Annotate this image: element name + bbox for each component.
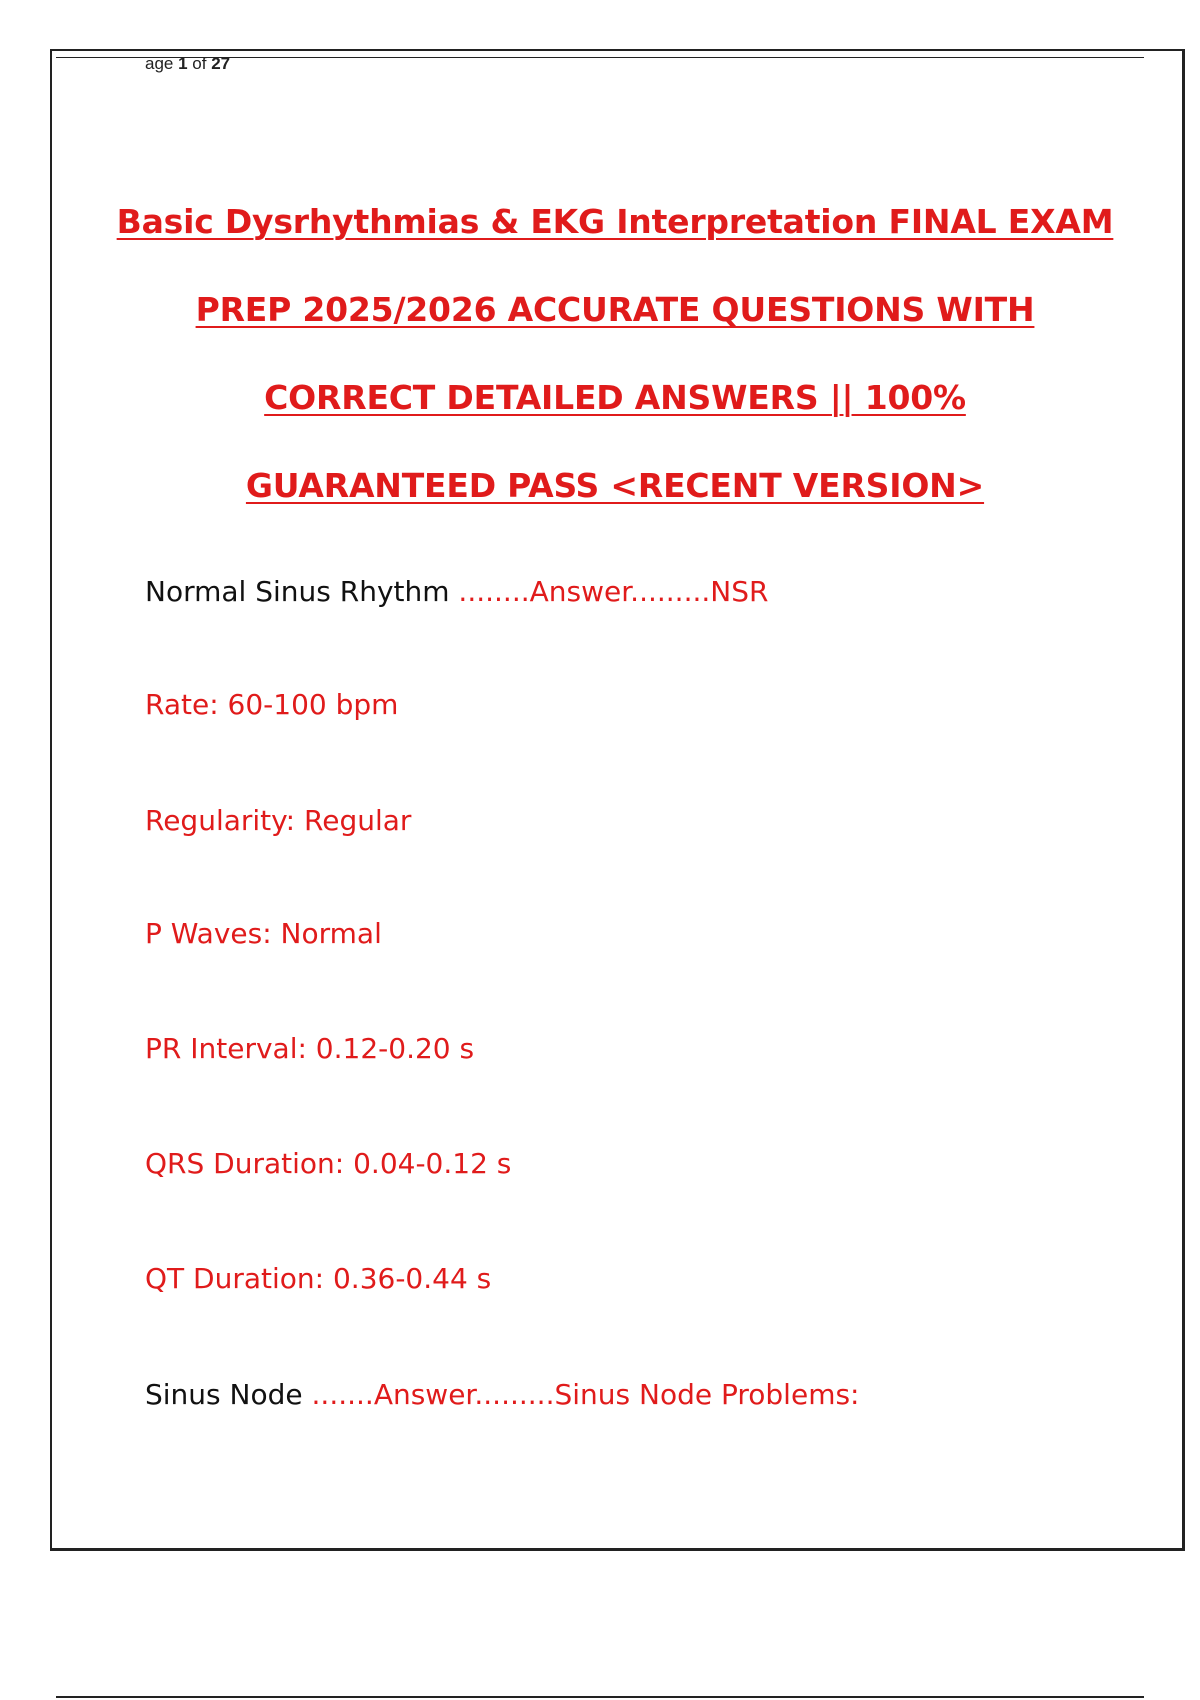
entry-rate: Rate: 60-100 bpm: [145, 688, 399, 721]
entry-p-waves: P Waves: Normal: [145, 917, 382, 950]
title-line-1-text: Basic Dysrhythmias & EKG Interpretation FINAL EXAM: [116, 202, 1114, 241]
title-line-2-text: PREP 2025/2026 ACCURATE QUESTIONS WITH: [195, 290, 1035, 329]
page-number-current: 1: [178, 54, 188, 73]
entry-pr-interval: PR Interval: 0.12-0.20 s: [145, 1032, 475, 1065]
title-line-3-text: CORRECT DETAILED ANSWERS || 100%: [264, 378, 966, 417]
entry-sinus-node: [145, 1378, 859, 1412]
page-number-of: of: [187, 54, 212, 73]
entry-question: Normal Sinus Rhythm: [145, 575, 459, 608]
page-number-total: 27: [211, 54, 231, 73]
entry-normal-sinus-rhythm: [145, 575, 768, 609]
title-line-2: [60, 266, 1170, 354]
entry-qt-duration: QT Duration: 0.36-0.44 s: [145, 1262, 492, 1295]
entry-answer: .......Answer.........Sinus Node Problems:: [311, 1378, 860, 1411]
title-line-4-text: GUARANTEED PASS <RECENT VERSION>: [245, 466, 985, 505]
page-number-prefix: age: [145, 54, 179, 73]
title-line-4: [60, 442, 1170, 530]
page-number: [145, 54, 230, 74]
entry-regularity: Regularity: Regular: [145, 804, 412, 837]
title-line-3: [60, 354, 1170, 442]
entry-answer: ........Answer.........NSR: [458, 575, 769, 608]
entry-qrs-duration: QRS Duration: 0.04-0.12 s: [145, 1147, 512, 1180]
document-title: [60, 178, 1170, 530]
entry-question: Sinus Node: [145, 1378, 312, 1411]
title-line-1: [60, 178, 1170, 266]
bottom-rule: [56, 1696, 1144, 1698]
